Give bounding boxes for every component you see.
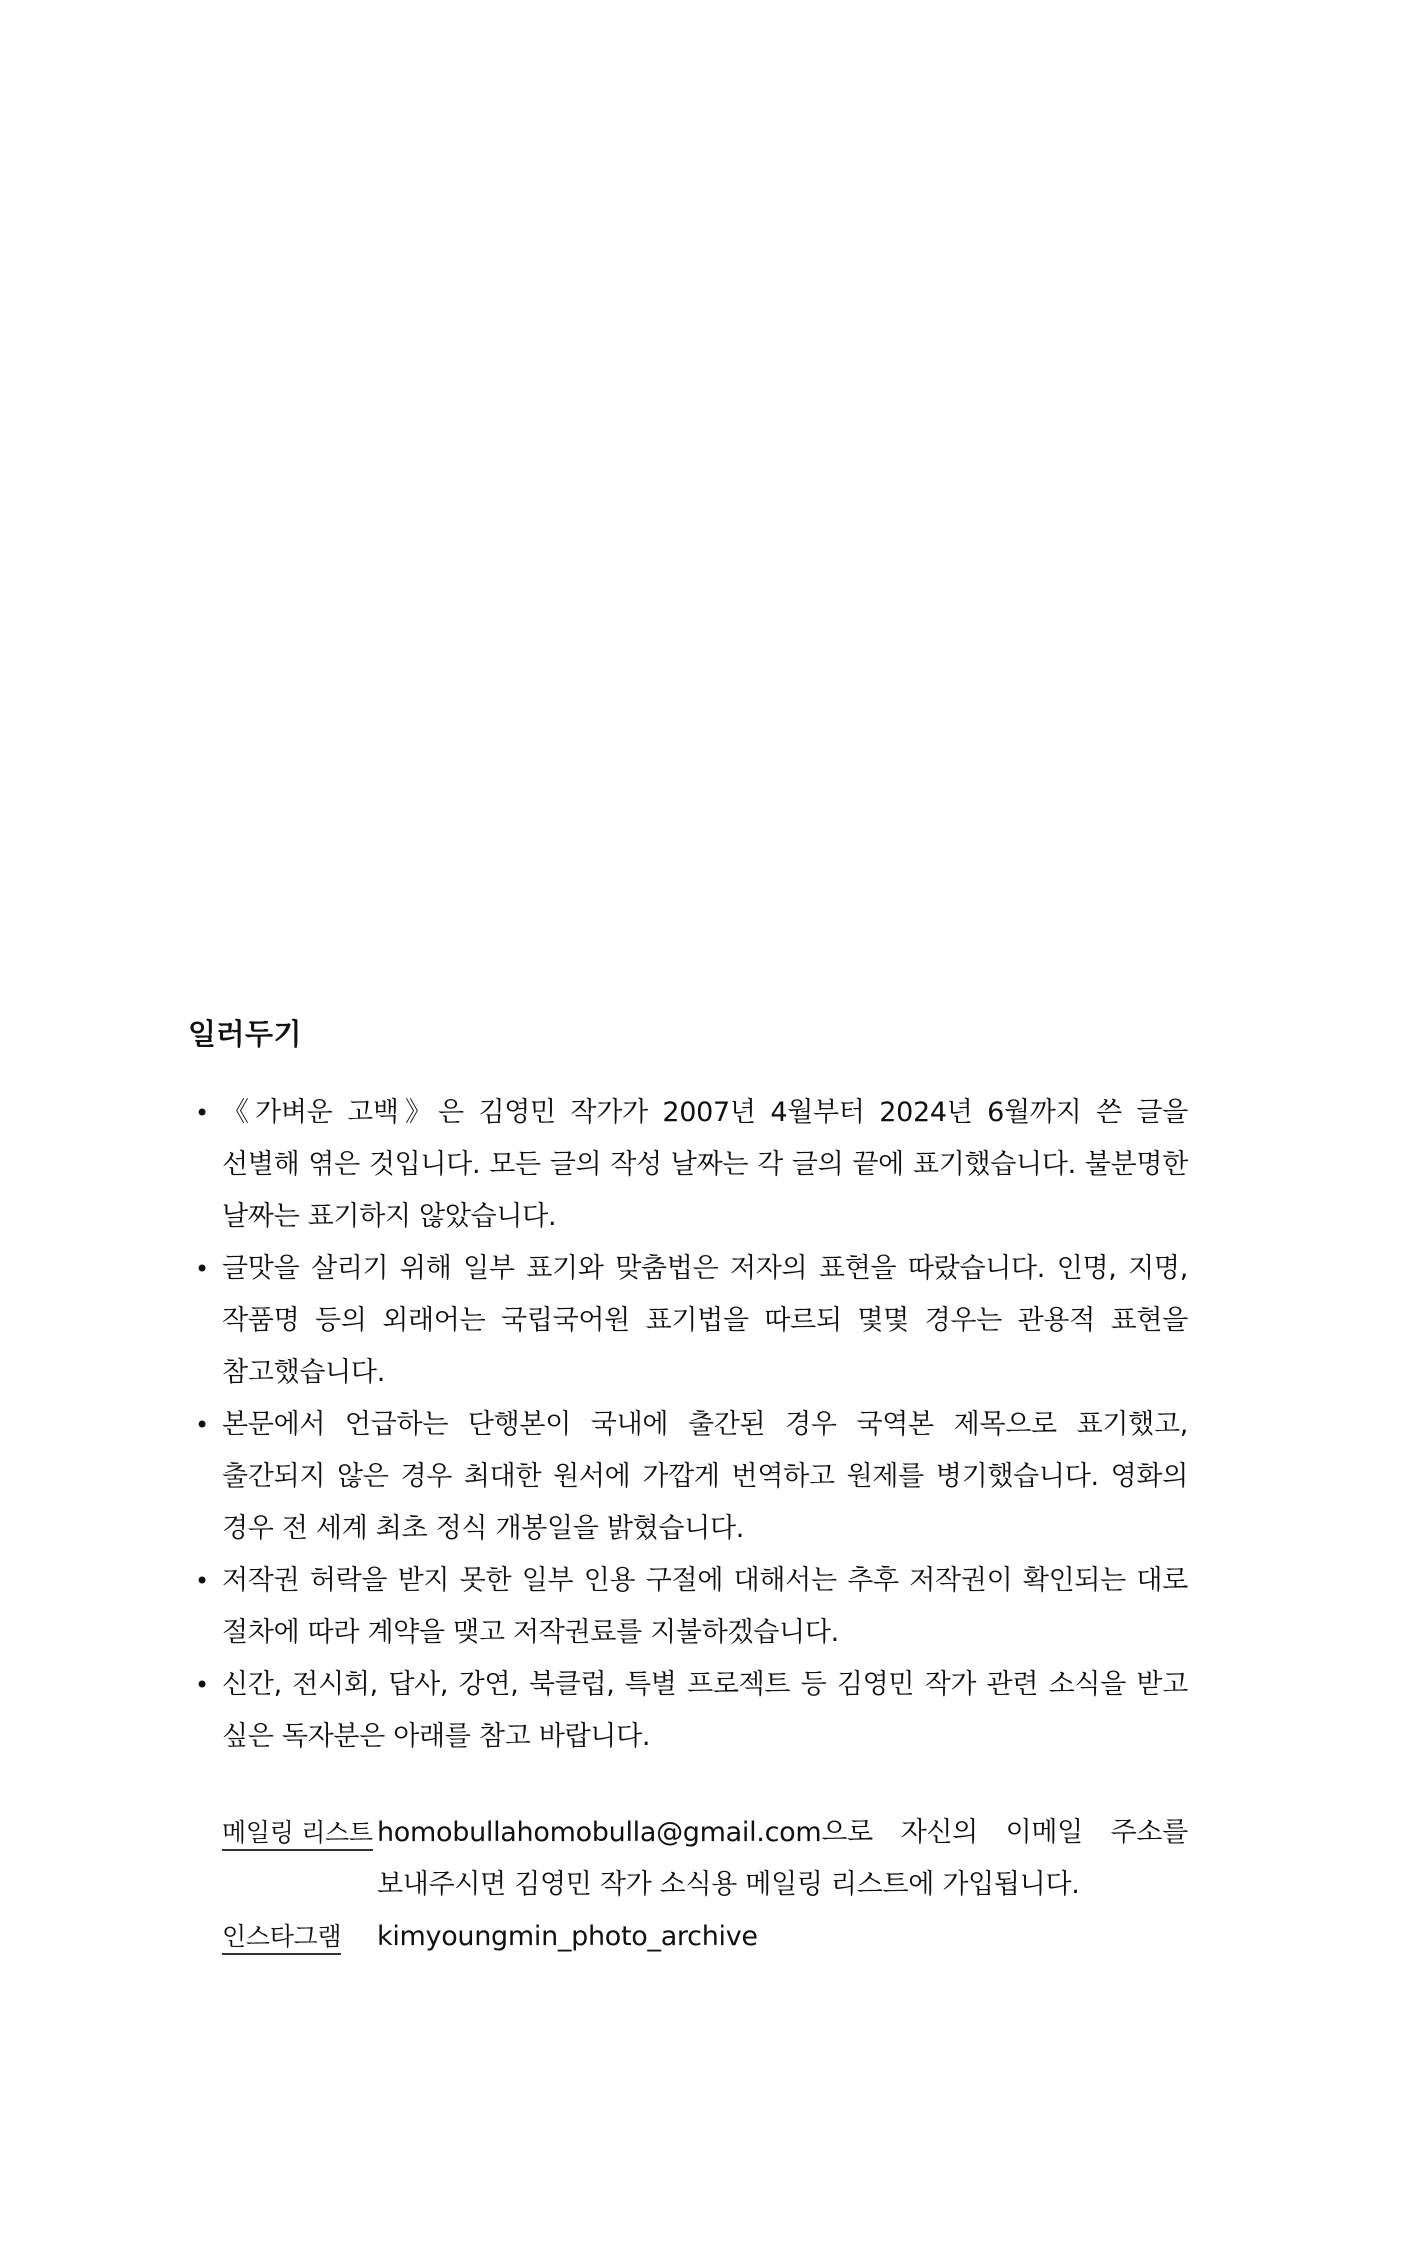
notice-title: 일러두기: [188, 1017, 303, 1051]
notice-section: [188, 1012, 1188, 1963]
mailing-list-label: 메일링 리스트: [222, 1818, 373, 1851]
contact-label-wrapper: [222, 1807, 377, 1859]
mailing-list-value: homobullahomobulla@gmail.com으로 자신의 이메일 주소를 보내주시면 김영민 작가 소식용 메일링 리스트에 가입됩니다.: [377, 1817, 1188, 1900]
notice-list: [188, 1087, 1188, 1763]
contact-label-wrapper: [222, 1911, 377, 1963]
notice-item-text: 본문에서 언급하는 단행본이 국내에 출간된 경우 국역본 제목으로 표기했고, 출간되지 않은 경우 최대한 원서에 가깝게 번역하고 원제를 병기했습니다. 영화의 경우 전 세계 최초 정식 개봉일을 밝혔습니다.: [222, 1409, 1188, 1544]
notice-item-text: 저작권 허락을 받지 못한 일부 인용 구절에 대해서는 추후 저작권이 확인되는 대로 절차에 따라 계약을 맺고 저작권료를 지불하겠습니다.: [222, 1565, 1188, 1648]
contact-row-instagram: [222, 1911, 1188, 1963]
notice-item-4: [188, 1555, 1188, 1659]
bullet-icon: •: [195, 1411, 209, 1439]
bullet-icon: •: [195, 1671, 209, 1699]
notice-item-text: 글맛을 살리기 위해 일부 표기와 맞춤법은 저자의 표현을 따랐습니다. 인명, 지명, 작품명 등의 외래어는 국립국어원 표기법을 따르되 몇몇 경우는 관용적 표현을 참고했습니다.: [222, 1253, 1188, 1388]
notice-item-2: [188, 1243, 1188, 1399]
instagram-label: 인스타그램: [222, 1922, 341, 1955]
notice-item-5: [188, 1659, 1188, 1763]
bullet-icon: •: [195, 1099, 209, 1127]
notice-item-text: 신간, 전시회, 답사, 강연, 북클럽, 특별 프로젝트 등 김영민 작가 관련 소식을 받고 싶은 독자분은 아래를 참고 바랍니다.: [222, 1669, 1188, 1752]
instagram-handle: kimyoungmin_photo_archive: [377, 1921, 758, 1952]
contact-row-mailing-list: [222, 1807, 1188, 1911]
contact-info: [188, 1807, 1188, 1963]
bullet-icon: •: [195, 1567, 209, 1595]
notice-item-1: [188, 1087, 1188, 1243]
notice-item-3: [188, 1399, 1188, 1555]
bullet-icon: •: [195, 1255, 209, 1283]
notice-item-text: 《가벼운 고백》은 김영민 작가가 2007년 4월부터 2024년 6월까지 쓴 글을 선별해 엮은 것입니다. 모든 글의 작성 날짜는 각 글의 끝에 표기했습니다. 불분명한 날짜는 표기하지 않았습니다.: [222, 1097, 1188, 1232]
